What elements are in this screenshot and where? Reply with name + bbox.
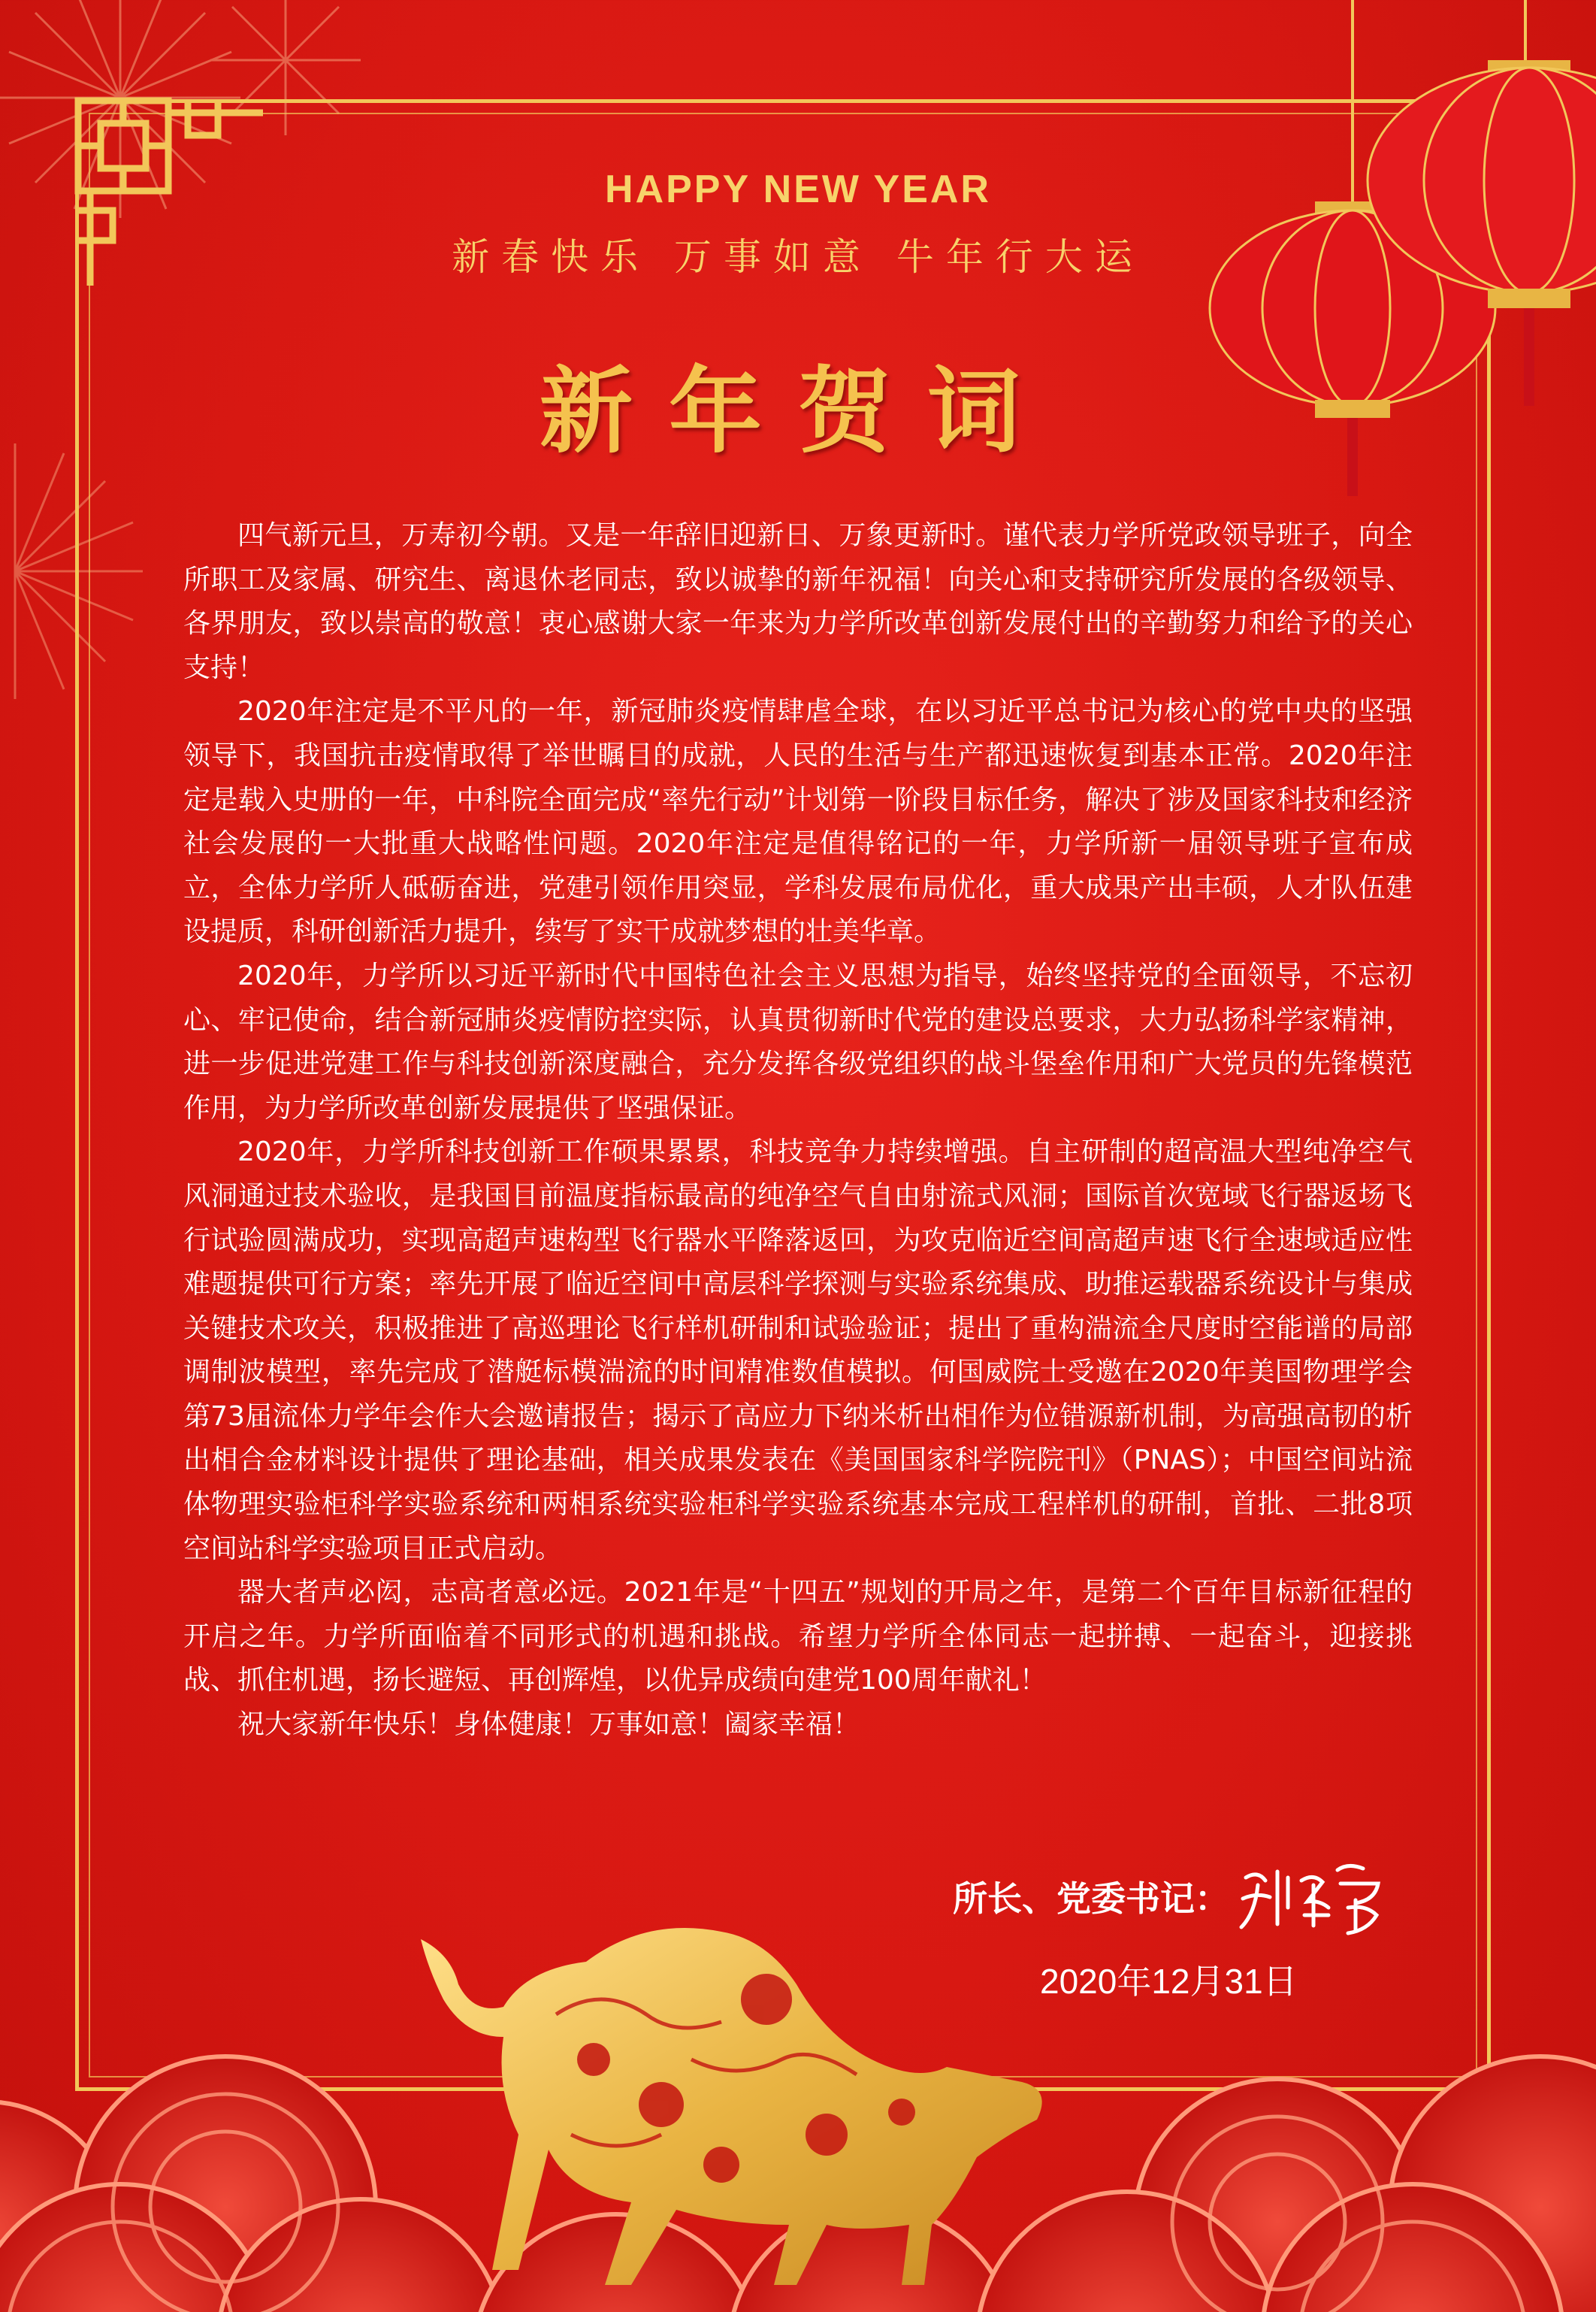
paragraph: 四气新元旦，万寿初今朝。又是一年辞旧迎新日、万象更新时。谨代表力学所党政领导班子，向全所职工及家属、研究生、离退休老同志，致以诚挚的新年祝福！向关心和支持研究所发展的各级领导、各界朋友，致以崇高的敬意！衷心感谢大家一年来为力学所改革创新发展付出的辛勤努力和给予的关心支持！ (183, 520, 1413, 683)
header-english: HAPPY NEW YEAR (605, 168, 991, 211)
paragraph: 祝大家新年快乐！身体健康！万事如意！阖家幸福！ (237, 1709, 860, 1741)
ox-papercut-icon (406, 1909, 1082, 2307)
page-title: 新年贺词 (539, 358, 1056, 466)
signature-role: 所长、党委书记： (953, 1878, 1229, 1919)
date: 2020年12月31日 (1040, 1962, 1298, 2001)
paragraph: 器大者声必闳，志高者意必远。2021年是“十四五”规划的开局之年，是第二个百年目标新征程的开启之年。力学所面临着不同形式的机遇和挑战。希望力学所全体同志一起拼搏、一起奋斗，迎接挑战、抓住机遇，扬长避短、再创辉煌，以优异成绩向建党100周年献礼！ (183, 1577, 1413, 1696)
greeting-body (183, 514, 1413, 1748)
paragraph: 2020年，力学所科技创新工作硕果累累，科技竞争力持续增强。自主研制的超高温大型纯净空气风洞通过技术验收，是我国目前温度指标最高的纯净空气自由射流式风洞；国际首次宽域飞行器返场飞行试验圆满成功，实现高超声速构型飞行器水平降落返回，为攻克临近空间高超声速飞行全速域适应性难题提供可行方案；率先开展了临近空间中高层科学探测与实验系统集成、助推运载器系统设计与集成关键技术攻关，积极推进了高巡理论飞行样机研制和试验验证；提出了重构湍流全尺度时空能谱的局部调制波模型，率先完成了潜艇标模湍流的时间精准数值模拟。何国威院士受邀在2020年美国物理学会第73届流体力学年会作大会邀请报告；揭示了高应力下纳米析出相作为位错源新机制，为高强高韧的析出相合金材料设计提供了理论基础，相关成果发表在《美国国家科学院院刊》（PNAS）；中国空间站流体物理实验柜科学实验系统和两相系统实验柜科学实验系统基本完成工程样机的研制，首批、二批8项空间站科学实验项目正式启动。 (183, 1136, 1413, 1564)
paragraph: 2020年注定是不平凡的一年，新冠肺炎疫情肆虐全球，在以习近平总书记为核心的党中央的坚强领导下，我国抗击疫情取得了举世瞩目的成就，人民的生活与生产都迅速恢复到基本正常。2020年注定是载入史册的一年，中科院全面完成“率先行动”计划第一阶段目标任务，解决了涉及国家科技和经济社会发展的一大批重大战略性问题。2020年注定是值得铭记的一年，力学所新一届领导班子宣布成立，全体力学所人砥砺奋进，党建引领作用突显，学科发展布局优化，重大成果产出丰硕，人才队伍建设提质，科研创新活力提升，续写了实干成就梦想的壮美华章。 (183, 696, 1413, 948)
header-chinese: 新春快乐 万事如意 牛年行大运 (452, 235, 1144, 279)
handwritten-signature (1235, 1855, 1386, 1938)
paragraph: 2020年，力学所以习近平新时代中国特色社会主义思想为指导，始终坚持党的全面领导，不忘初心、牢记使命，结合新冠肺炎疫情防控实际，认真贯彻新时代党的建设总要求，大力弘扬科学家精神，进一步促进党建工作与科技创新深度融合，充分发挥各级党组织的战斗堡垒作用和广大党员的先锋模范作用，为力学所改革创新发展提供了坚强保证。 (183, 960, 1413, 1124)
